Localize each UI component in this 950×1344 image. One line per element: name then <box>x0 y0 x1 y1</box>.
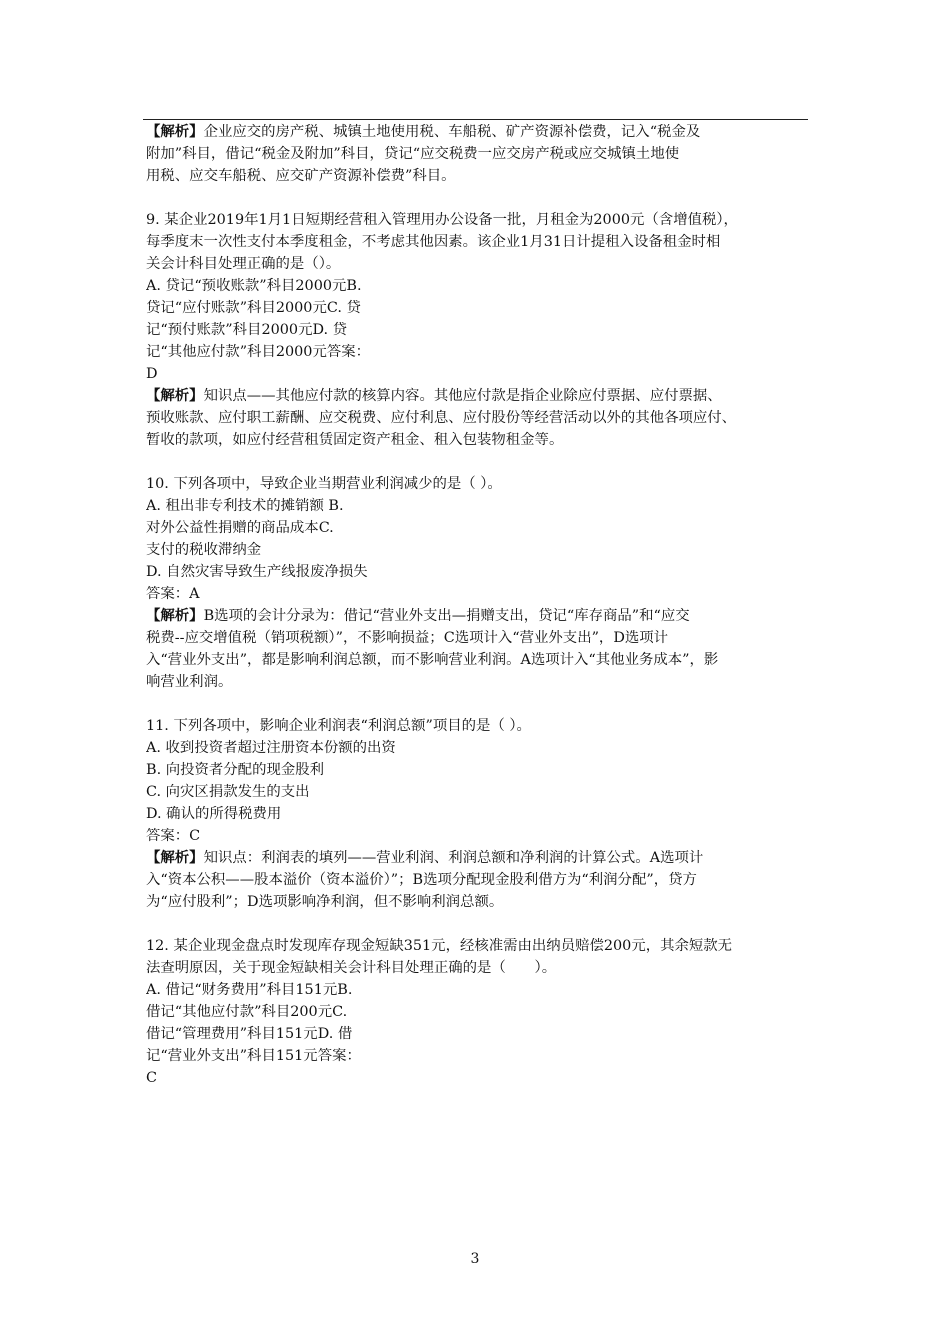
q12-option-line-2: 借记“其他应付款”科目200元C. <box>146 1004 348 1020</box>
q11-option-c: C. 向灾区捐款发生的支出 <box>146 784 310 800</box>
q9-option-line-2: 贷记“应付账款”科目2000元C. 贷 <box>146 300 361 316</box>
q9-option-line-4: 记“其他应付款”科目2000元答案： <box>146 344 371 360</box>
q10-answer: 答案：A <box>146 586 200 602</box>
header-rule <box>143 119 808 120</box>
q9-stem-3: 关会计科目处理正确的是（）。 <box>146 256 341 272</box>
q9-stem-2: 每季度末一次性支付本季度租金，不考虑其他因素。该企业1月31日计提租入设备租金时相 <box>146 234 721 250</box>
q10-analysis-line-1: 【解析】B选项的会计分录为：借记“营业外支出—捐赠支出，贷记“库存商品”和“应交 <box>146 607 690 624</box>
q11-analysis-line-2: 入“资本公积——股本溢价（资本溢价）”；B选项分配现金股利借方为“利润分配”，贷方 <box>146 872 697 888</box>
q12-answer: C <box>146 1070 158 1086</box>
q10-option-line-1: A. 租出非专利技术的摊销额 B. <box>146 498 344 514</box>
q9-option-line-1: A. 贷记“预收账款”科目2000元B. <box>146 278 362 294</box>
q10-analysis-line-3: 入“营业外支出”，都是影响利润总额，而不影响营业利润。A选项计入“其他业务成本”，影 <box>146 652 719 668</box>
q11-answer: 答案：C <box>146 828 201 844</box>
analysis-tag: 【解析】 <box>146 123 204 140</box>
q11-option-b: B. 向投资者分配的现金股利 <box>146 762 325 778</box>
q10-option-line-4: D. 自然灾害导致生产线报废净损失 <box>146 564 368 580</box>
q12-stem-1: 12. 某企业现金盘点时发现库存现金短缺351元，经核准需由出纳员赔偿200元，其余短款无 <box>146 938 733 954</box>
q9-analysis-line-2: 预收账款、应付职工薪酬、应交税费、应付利息、应付股份等经营活动以外的其他各项应付、 <box>146 410 737 426</box>
q8-analysis-line-1: 【解析】企业应交的房产税、城镇土地使用税、车船税、矿产资源补偿费，记入“税金及 <box>146 123 701 140</box>
q9-answer: D <box>146 366 158 382</box>
analysis-tag: 【解析】 <box>146 607 204 624</box>
q8-analysis-line-3: 用税、应交车船税、应交矿产资源补偿费”科目。 <box>146 168 456 184</box>
q12-stem-2: 法查明原因，关于现金短缺相关会计科目处理正确的是（ ）。 <box>146 960 557 976</box>
q10-analysis-line-2: 税费--应交增值税（销项税额）”，不影响损益；C选项计入“营业外支出”，D选项计 <box>146 630 669 646</box>
q9-analysis-line-3: 暂收的款项，如应付经营租赁固定资产租金、租入包装物租金等。 <box>146 432 564 448</box>
q10-option-line-3: 支付的税收滞纳金 <box>146 542 262 558</box>
q10-analysis-line-4: 响营业利润。 <box>146 674 233 690</box>
q9-option-line-3: 记“预付账款”科目2000元D. 贷 <box>146 322 348 338</box>
q10-option-line-2: 对外公益性捐赠的商品成本C. <box>146 520 334 536</box>
analysis-tag: 【解析】 <box>146 849 204 866</box>
q11-analysis-line-3: 为“应付股利”；D选项影响净利润，但不影响利润总额。 <box>146 894 504 910</box>
q12-option-line-3: 借记“管理费用”科目151元D. 借 <box>146 1026 353 1042</box>
q9-stem-1: 9. 某企业2019年1月1日短期经营租入管理用办公设备一批，月租金为2000元（含增值税）， <box>146 212 738 228</box>
q12-option-line-4: 记“营业外支出”科目151元答案： <box>146 1048 361 1064</box>
q11-analysis-line-1: 【解析】知识点：利润表的填列——营业利润、利润总额和净利润的计算公式。A选项计 <box>146 849 704 866</box>
q11-stem: 11. 下列各项中，影响企业利润表“利润总额”项目的是（ ）。 <box>146 718 531 734</box>
q12-option-line-1: A. 借记“财务费用”科目151元B. <box>146 982 353 998</box>
q11-option-d: D. 确认的所得税费用 <box>146 806 282 822</box>
q8-analysis-line-2: 附加”科目，借记“税金及附加”科目，贷记“应交税费一应交房产税或应交城镇土地使 <box>146 146 680 162</box>
page-number: 3 <box>470 1251 480 1267</box>
q11-option-a: A. 收到投资者超过注册资本份额的出资 <box>146 740 396 756</box>
analysis-tag: 【解析】 <box>146 387 204 404</box>
q10-stem: 10. 下列各项中，导致企业当期营业利润减少的是（ ）。 <box>146 476 502 492</box>
q9-analysis-line-1: 【解析】知识点——其他应付款的核算内容。其他应付款是指企业除应付票据、应付票据、 <box>146 387 722 404</box>
document-body <box>146 121 816 1089</box>
